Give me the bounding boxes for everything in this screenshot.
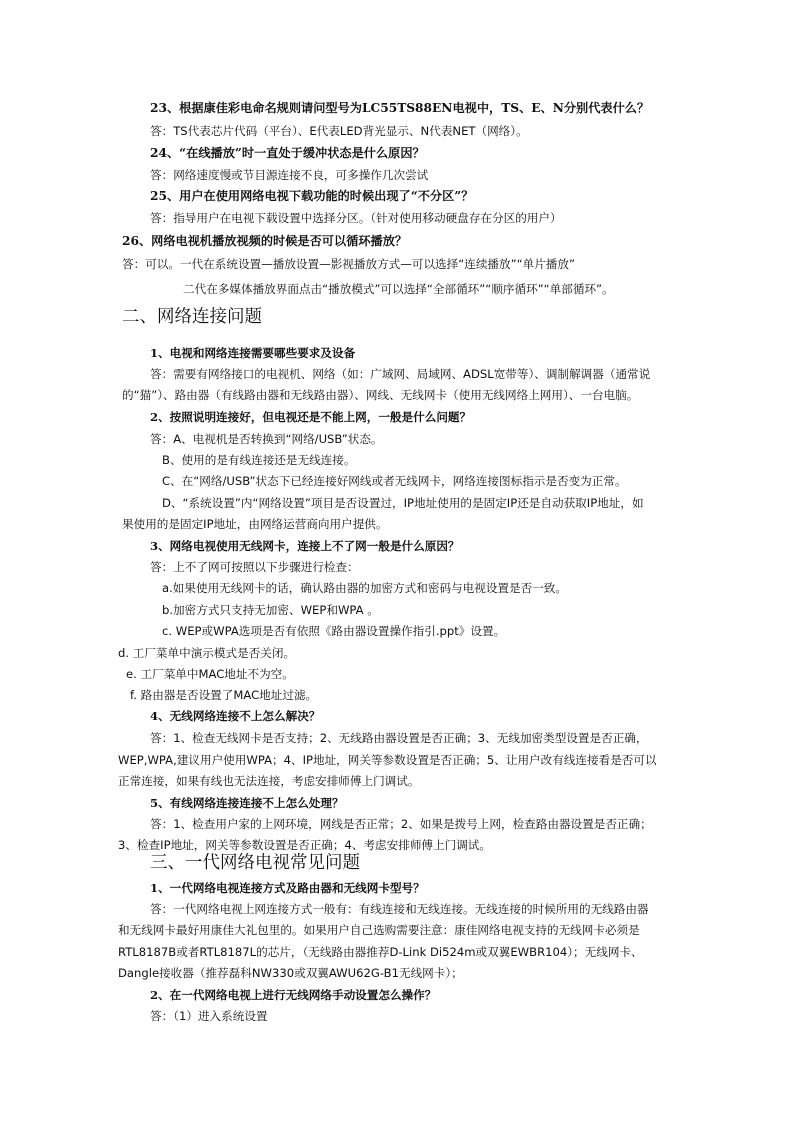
gen1-answer-1-line-2: 和无线网卡最好用康佳大礼包里的。如果用户自己选购需要注意：康佳网络电视支持的无线网卡必须是 [118,923,640,937]
answer-26-line-2: 二代在多媒体播放界面点击“播放模式”可以选择“全部循环”“顺序循环”“单部循环”。 [183,282,614,296]
answer-2-d-line-2: 果使用的是固定IP地址，由网络运营商向用户提供。 [122,517,388,531]
answer-3-e: e. 工厂菜单中MAC地址不为空。 [126,667,294,681]
answer-26-line-1: 答：可以。一代在系统设置—播放设置—影视播放方式—可以选择“连续播放”“单片播放” [122,257,575,271]
answer-3-f: f. 路由器是否设置了MAC地址过滤。 [130,688,318,702]
gen1-question-1: 1、一代网络电视连接方式及路由器和无线网卡型号？ [150,881,425,895]
answer-4-line-1: 答：1、检查无线网卡是否支持；2、无线路由器设置是否正确；3、无线加密类型设置是否正确， [150,731,648,745]
question-25: 25、用户在使用网络电视下载功能的时候出现了“不分区”？ [150,189,474,203]
answer-2-c: C、在“网络/USB”状态下已经连接好网线或者无线网卡，网络连接图标指示是否变为正常。 [162,474,627,488]
answer-5-line-2: 3、检查IP地址，网关等参数设置是否正确；4、考虑安排师傅上门调试。 [118,838,491,852]
answer-5-line-1: 答：1、检查用户家的上网环境，网线是否正常；2、如果是拨号上网，检查路由器设置是否正确； [150,817,652,831]
sub-question-5: 5、有线网络连接连接不上怎么处理？ [150,796,344,810]
sub-question-3: 3、网络电视使用无线网卡，连接上不了网一般是什么原因？ [150,539,460,553]
answer-3-a: a.如果使用无线网卡的话，确认路由器的加密方式和密码与电视设置是否一致。 [162,581,567,595]
gen1-answer-1-line-1: 答：一代网络电视上网连接方式一般有：有线连接和无线连接。无线连接的时候所用的无线路由器 [150,902,649,916]
question-26: 26、网络电视机播放视频的时候是否可以循环播放？ [122,234,408,248]
answer-2-a: 答：A、电视机是否转换到“网络/USB”状态。 [150,432,383,446]
sub-question-4: 4、无线网络连接不上怎么解决？ [150,709,321,723]
answer-4-line-3: 正常连接，如果有线也无法连接，考虑安排师傅上门调试。 [118,774,420,788]
answer-1-line-1: 答：需要有网络接口的电视机、网络（如：广域网、局域网、ADSL宽带等）、调制解调器（通常说 [150,367,651,381]
gen1-answer-1-line-4: Dangle接收器（推荐磊科NW330或双翼AWU62G-B1无线网卡）； [118,966,463,980]
gen1-question-2: 2、在一代网络电视上进行无线网络手动设置怎么操作？ [150,988,437,1002]
answer-3-b: b.加密方式只支持无加密、WEP和WPA 。 [162,603,379,617]
question-24: 24、“在线播放”时一直处于缓冲状态是什么原因？ [150,146,425,160]
answer-3-intro: 答：上不了网可按照以下步骤进行检查： [150,560,359,574]
question-23: 23、根据康佳彩电命名规则请问型号为LC55TS88EN电视中，TS、E、N分别代表什么？ [150,101,650,115]
gen1-answer-2: 答：（1）进入系统设置 [150,1009,268,1023]
answer-2-b: B、使用的是有线连接还是无线连接。 [162,453,356,467]
answer-25: 答：指导用户在电视下载设置中选择分区。（针对使用移动硬盘存在分区的用户） [150,211,562,225]
answer-24: 答：网络速度慢或节目源连接不良，可多操作几次尝试 [150,168,429,182]
answer-3-d: d. 工厂菜单中演示模式是否关闭。 [118,646,296,660]
sub-question-1: 1、电视和网络连接需要哪些要求及设备 [150,346,356,360]
section-heading-3: 三、一代网络电视常见问题 [150,853,360,873]
gen1-answer-1-line-3: RTL8187B或者RTL8187L的芯片，（无线路由器推荐D-Link Di524m或双翼EWBR104）；无线网卡、 [118,945,643,959]
answer-23: 答：TS代表芯片代码（平台）、E代表LED背光显示、N代表NET（网络）。 [150,124,528,138]
answer-1-line-2: 的“猫”）、路由器（有线路由器和无线路由器）、网线、无线网卡（使用无线网络上网用）、一台电脑。 [122,388,639,402]
answer-3-c: c. WEP或WPA选项是否有依照《路由器设置操作指引.ppt》设置。 [162,624,506,638]
section-heading-2: 二、网络连接问题 [122,307,262,327]
answer-4-line-2: WEP,WPA,建议用户使用WPA；4、IP地址，网关等参数设置是否正确；5、让用户改有线连接看是否可以 [118,753,657,767]
answer-2-d-line-1: D、“系统设置”内“网络设置”项目是否设置过，IP地址使用的是固定IP还是自动获取IP地址，如 [162,496,644,510]
sub-question-2: 2、按照说明连接好，但电视还是不能上网，一般是什么问题？ [150,410,472,424]
